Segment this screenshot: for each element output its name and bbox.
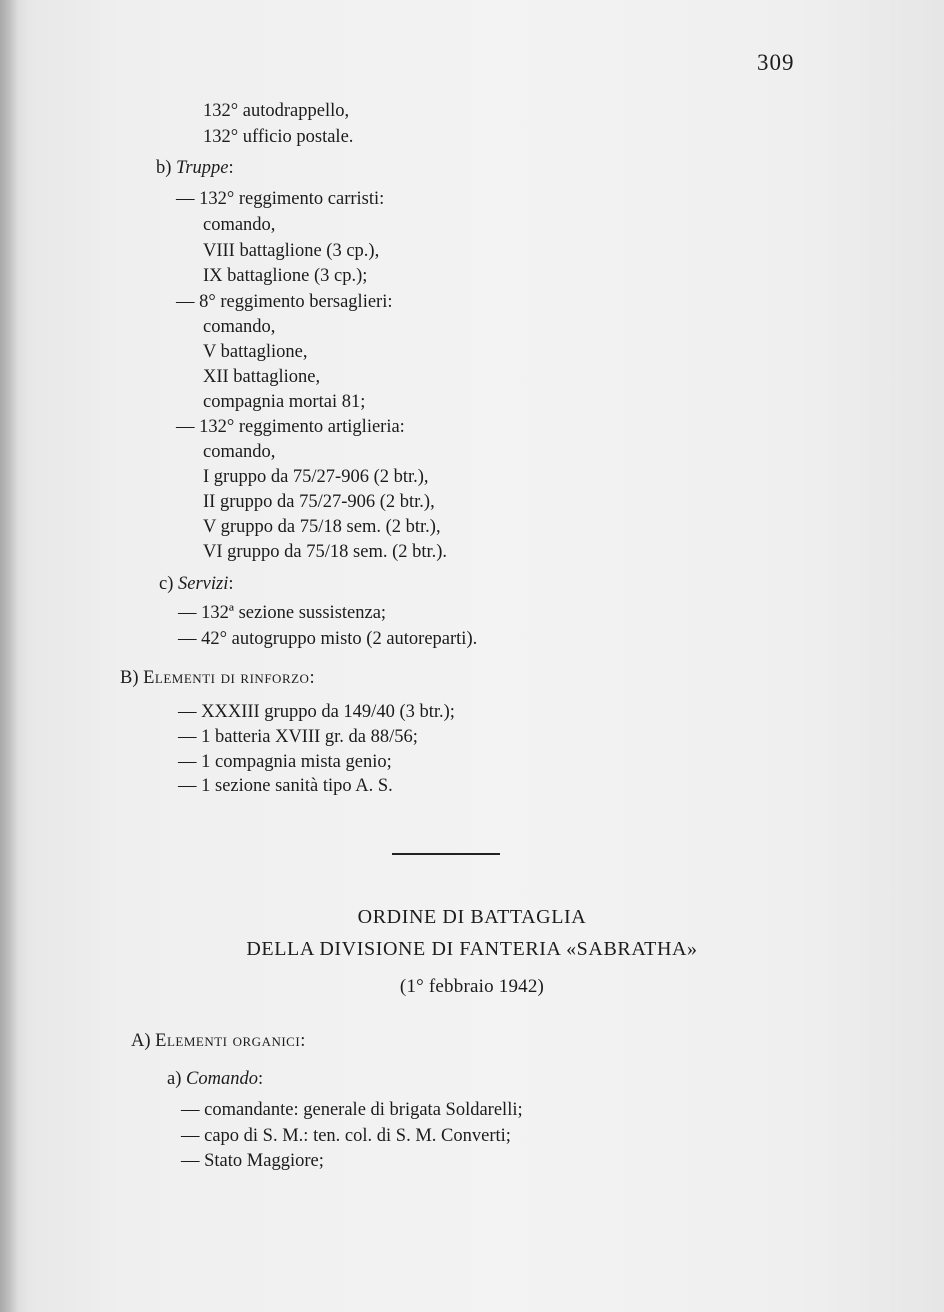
text-line: — Stato Maggiore; (181, 1151, 324, 1171)
subsection-title: Comando (186, 1069, 258, 1089)
text-line: comando, (203, 215, 276, 235)
section-label: A) (131, 1031, 151, 1051)
subsection-title: Truppe (176, 158, 229, 178)
subsection-colon: : (228, 158, 234, 178)
subsection-title: Servizi (178, 574, 229, 594)
section-title: Elementi di rinforzo (143, 668, 310, 688)
text-line: comando, (203, 442, 276, 462)
text-line: II gruppo da 75/27-906 (2 btr.), (203, 492, 435, 512)
text-line: I gruppo da 75/27-906 (2 btr.), (203, 467, 429, 487)
document-title-line1: ORDINE DI BATTAGLIA (357, 906, 587, 928)
subsection-colon: : (228, 574, 234, 594)
subsection-label: b) (156, 158, 172, 178)
text-line: — 132° reggimento carristi: (176, 189, 385, 209)
text-line: IX battaglione (3 cp.); (203, 266, 368, 286)
text-line: comando, (203, 317, 276, 337)
section-divider (392, 853, 500, 855)
subsection-truppe-heading (156, 159, 234, 178)
text-line: — 132ª sezione sussistenza; (178, 603, 387, 623)
text-line: — XXXIII gruppo da 149/40 (3 btr.); (178, 702, 455, 722)
text-line: — 1 batteria XVIII gr. da 88/56; (178, 727, 418, 747)
page-number: 309 (757, 50, 795, 75)
subsection-servizi-heading (159, 575, 234, 594)
text-line: compagnia mortai 81; (203, 392, 366, 412)
text-line: VI gruppo da 75/18 sem. (2 btr.). (203, 542, 448, 562)
text-line: V gruppo da 75/18 sem. (2 btr.), (203, 517, 441, 537)
text-line: — comandante: generale di brigata Soldarelli; (181, 1100, 523, 1120)
section-label: B) (120, 668, 139, 688)
section-b-heading (120, 669, 315, 688)
text-line: 132° autodrappello, (203, 101, 350, 121)
page-edge-shadow (0, 0, 18, 1312)
text-line: 132° ufficio postale. (203, 127, 354, 147)
document-title-line2: DELLA DIVISIONE DI FANTERIA «SABRATHA» (246, 938, 698, 960)
subsection-colon: : (257, 1069, 264, 1089)
text-line: V battaglione, (203, 342, 308, 362)
text-line: — capo di S. M.: ten. col. di S. M. Converti; (181, 1126, 511, 1146)
text-line: — 132° reggimento artiglieria: (176, 417, 405, 437)
text-line: — 8° reggimento bersaglieri: (176, 292, 393, 312)
section-a-heading (131, 1032, 305, 1051)
document-date: (1° febbraio 1942) (399, 976, 545, 997)
text-line: XII battaglione, (203, 367, 321, 387)
section-colon: : (309, 668, 315, 688)
section-title: Elementi organici (155, 1031, 301, 1051)
text-line: — 42° autogruppo misto (2 autoreparti). (178, 629, 478, 649)
text-line: — 1 compagnia mista genio; (178, 752, 392, 772)
subsection-label: a) (167, 1069, 182, 1089)
text-line: — 1 sezione sanità tipo A. S. (178, 776, 393, 796)
subsection-comando-heading (167, 1070, 263, 1089)
subsection-label: c) (159, 574, 174, 594)
text-line: VIII battaglione (3 cp.), (203, 241, 380, 261)
section-colon: : (300, 1031, 306, 1051)
